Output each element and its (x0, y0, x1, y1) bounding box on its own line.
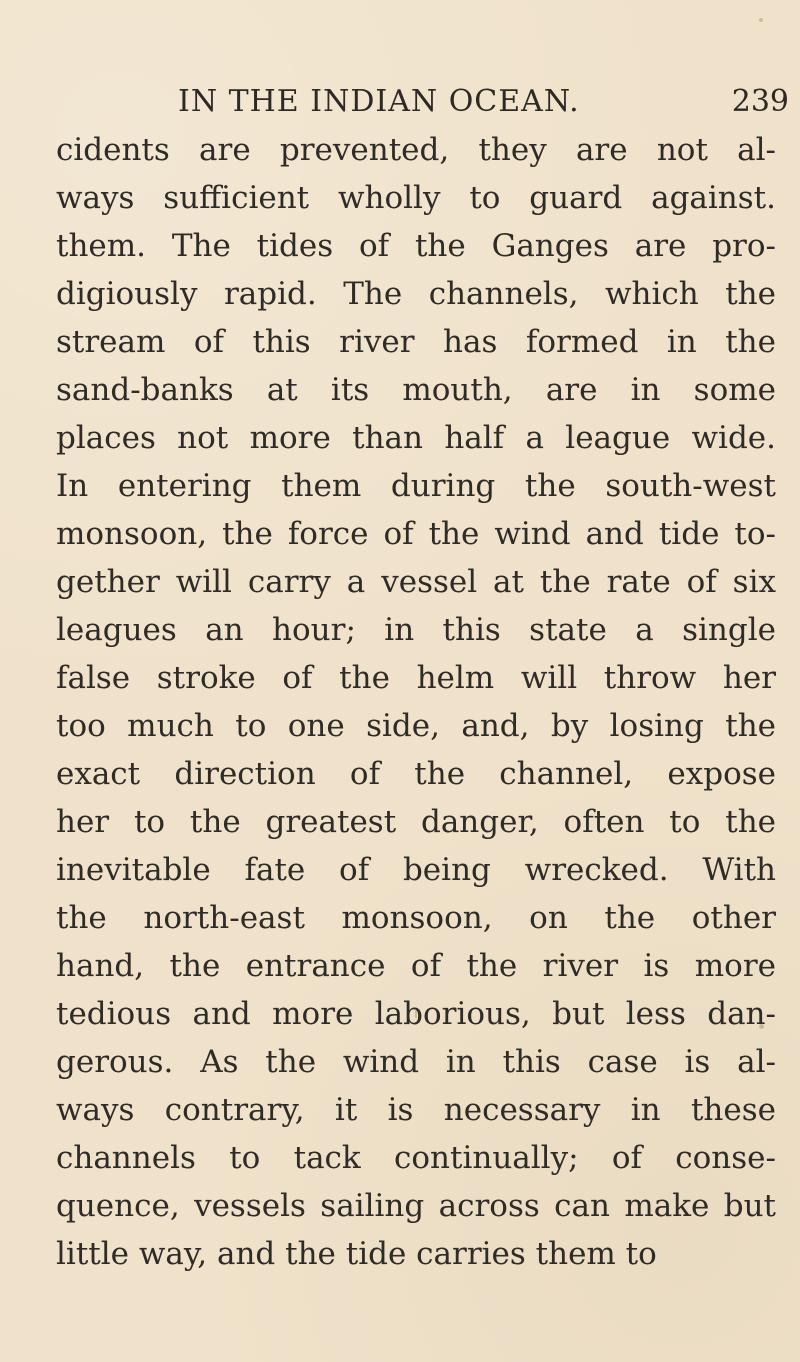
text-line: hand, the entrance of the river is more (56, 948, 776, 984)
page-number: 239 (731, 84, 789, 119)
text-line: tedious and more laborious, but less dan- (56, 996, 776, 1032)
text-line: ways contrary, it is necessary in these (56, 1092, 776, 1128)
text-line: In entering them during the south-west (56, 468, 776, 504)
text-line: gerous. As the wind in this case is al- (56, 1044, 776, 1080)
text-line: stream of this river has formed in the (56, 324, 776, 360)
text-line: monsoon, the force of the wind and tide to- (56, 516, 776, 552)
text-line: them. The tides of the Ganges are pro- (56, 228, 776, 264)
text-line: little way, and the tide carries them to (56, 1236, 657, 1272)
text-line: the north-east monsoon, on the other (56, 900, 776, 936)
text-line: too much to one side, and, by losing the (56, 708, 776, 744)
paper-speck (759, 18, 763, 22)
body-text (56, 126, 776, 1278)
text-line: channels to tack continually; of conse- (56, 1140, 776, 1176)
text-line: exact direction of the channel, expose (56, 756, 776, 792)
text-line: inevitable fate of being wrecked. With (56, 852, 776, 888)
paper-speck (759, 1024, 764, 1029)
text-line: her to the greatest danger, often to the (56, 804, 776, 840)
text-line: gether will carry a vessel at the rate of six (56, 564, 776, 600)
text-line: leagues an hour; in this state a single (56, 612, 776, 648)
text-line: quence, vessels sailing across can make but (56, 1188, 776, 1224)
text-line: false stroke of the helm will throw her (56, 660, 776, 696)
paper-speck (415, 1010, 417, 1018)
text-line: sand-banks at its mouth, are in some (56, 372, 776, 408)
text-line: digiously rapid. The channels, which the (56, 276, 776, 312)
text-line: cidents are prevented, they are not al- (56, 132, 776, 168)
running-head: IN THE INDIAN OCEAN. (178, 84, 580, 119)
text-line: places not more than half a league wide. (56, 420, 776, 456)
text-line: ways sufficient wholly to guard against. (56, 180, 776, 216)
